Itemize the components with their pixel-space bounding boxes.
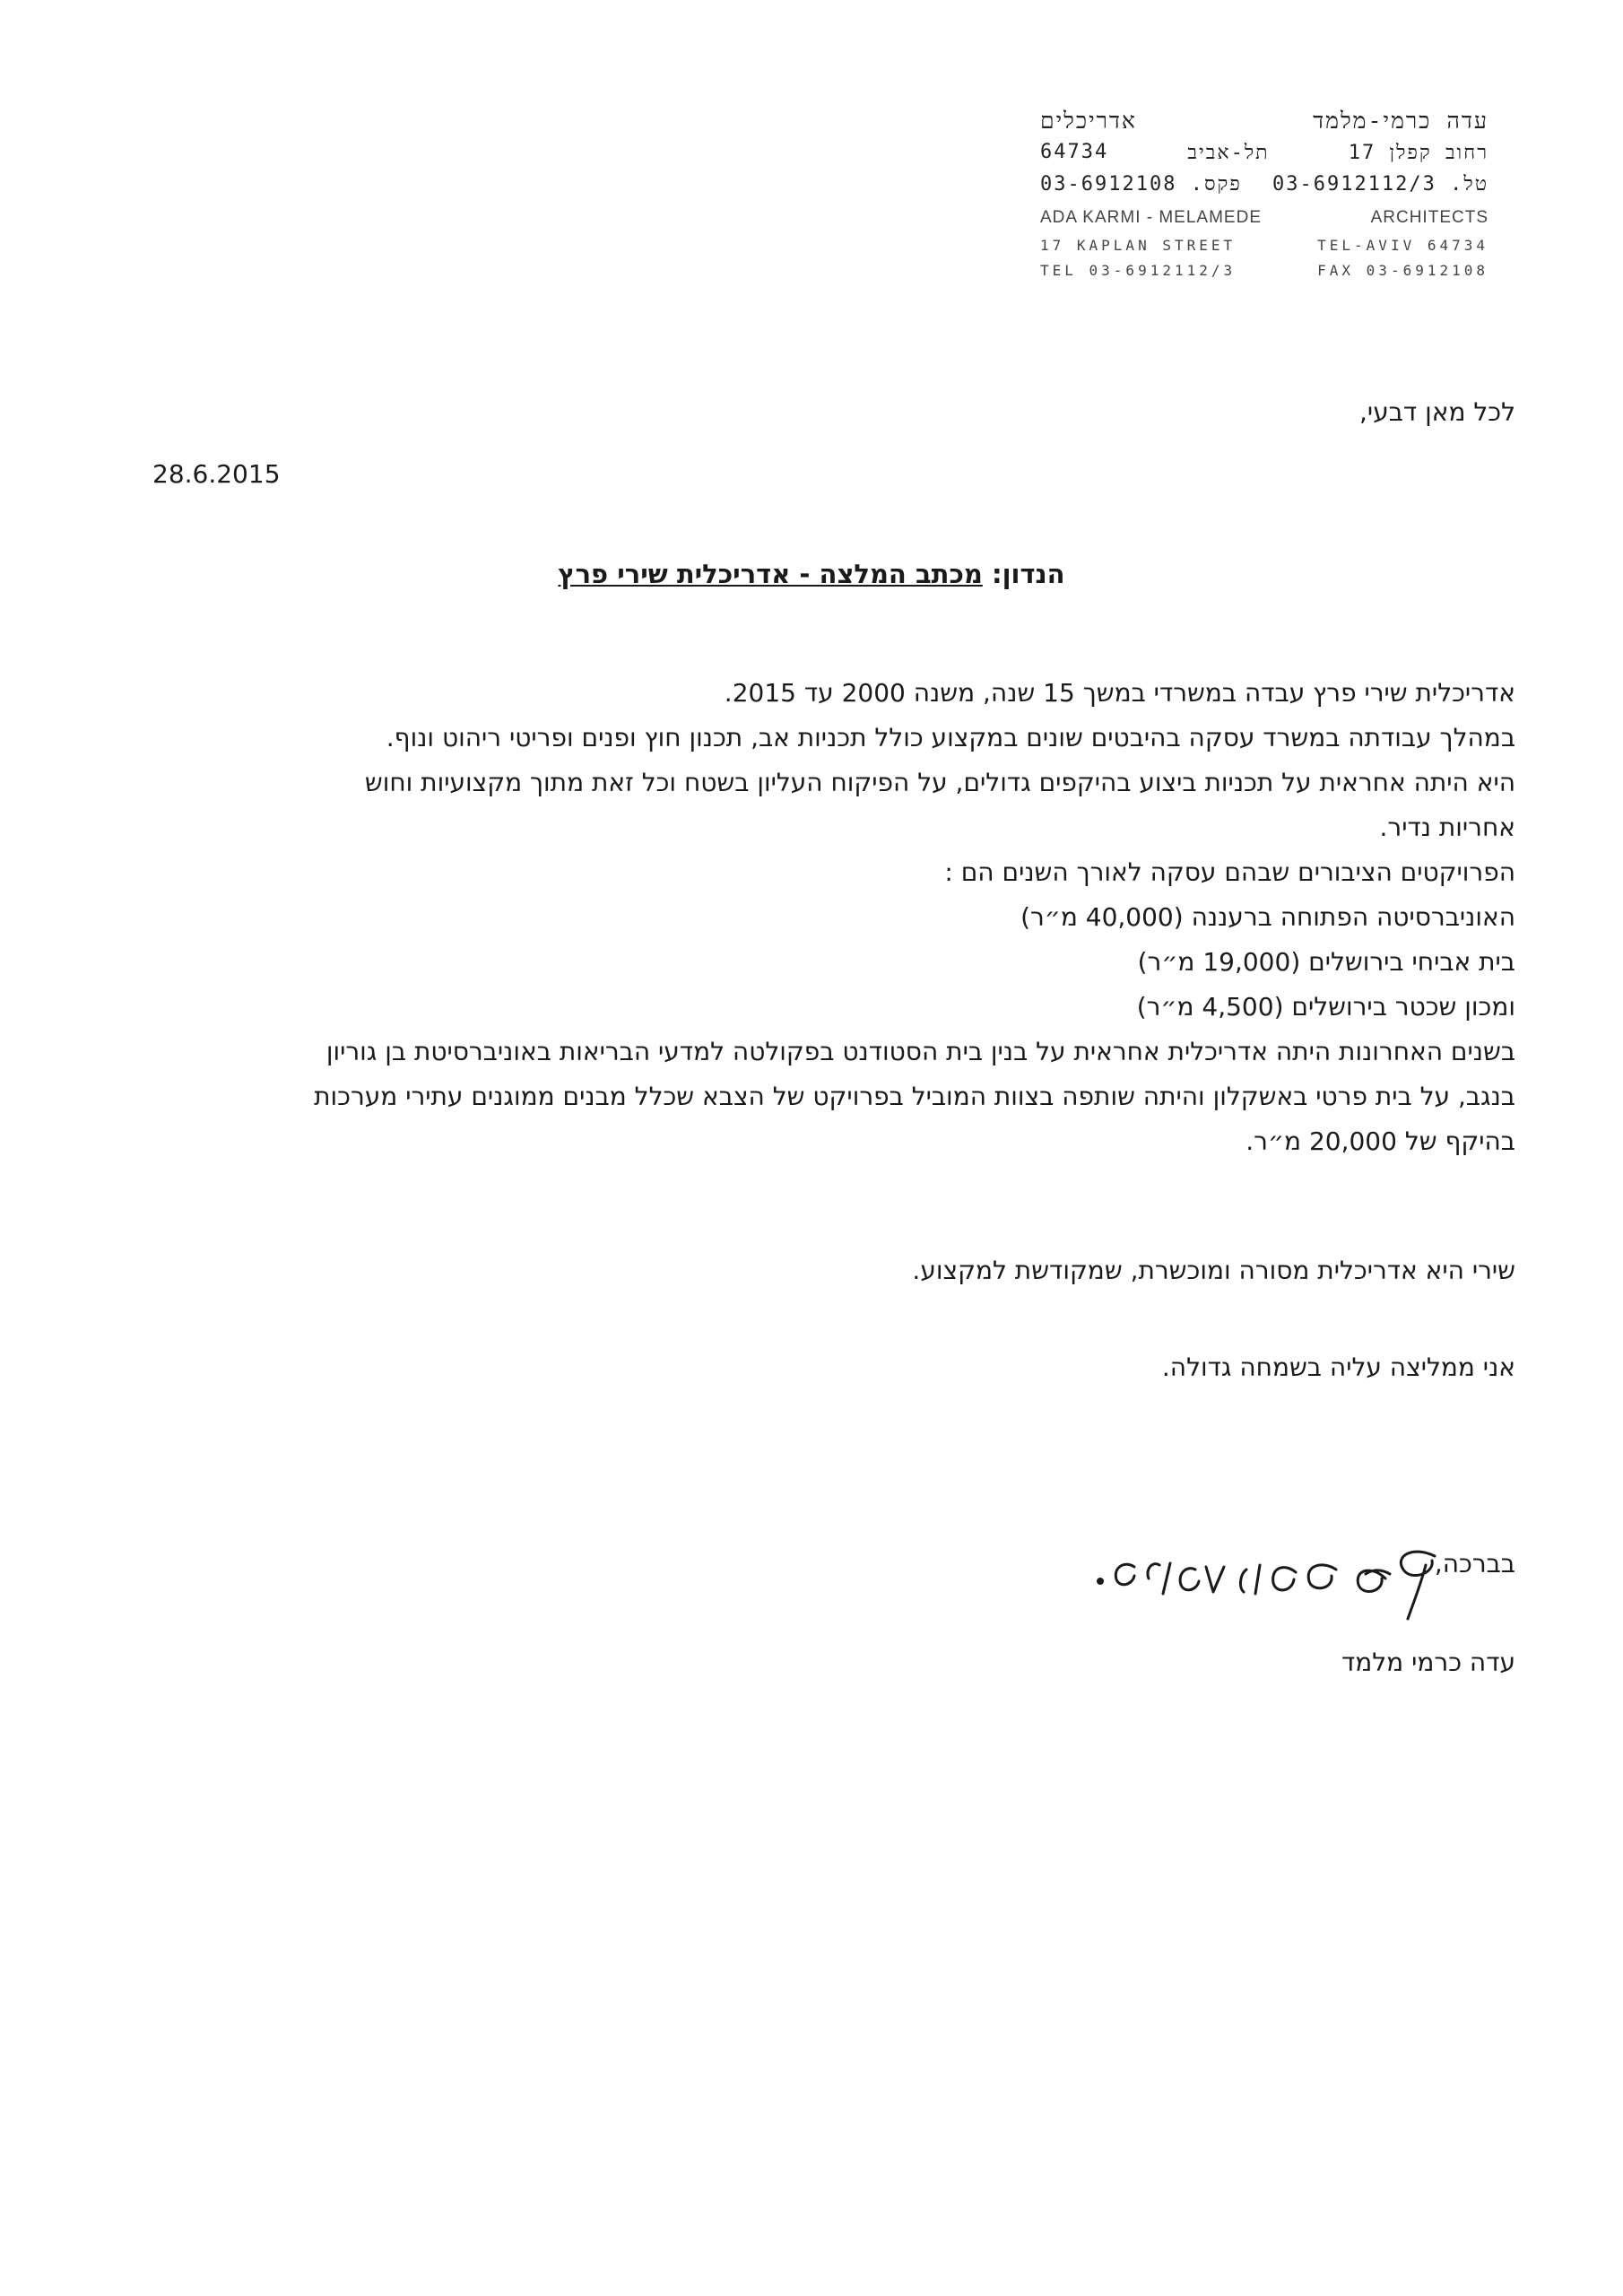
body-line-3: היא היתה אחראית על תכניות ביצוע בהיקפים גדולים, על הפיקוח העליון בשטח וכל זאת מתוך מקצועיות וחוש [364,768,1515,797]
body-line-5: הפרויקטים הציבורים שבהם עסקה לאורך השנים הם : [944,857,1515,887]
project-item-1: האוניברסיטה הפתוחה ברעננה (40,000 מ״ר) [1020,902,1515,932]
project-item-2: בית אביחי בירושלים (19,000 מ״ר) [1137,947,1515,977]
letterhead-fax-he: פקס. 03-6912108 [1040,173,1242,196]
subject-line [0,559,1623,589]
closing-salutation: בברכה, [1434,1549,1515,1578]
body-line-2: במהלך עבודתה במשרד עסקה בהיבטים שונים במקצוע כולל תכניות אב, תכנון חוץ ופנים ופריטי ריהוט ונוף. [386,723,1515,752]
letterhead-en-row-2 [1040,237,1488,254]
letterhead-city-en: TEL-AVIV 64734 [1317,237,1488,254]
body-line-9: בשנים האחרונות היתה אדריכלית אחראית על בנין בית הסטודנט בפקולטה למדעי הבריאות באוניברסיטת בן גוריון [325,1037,1515,1066]
body-line-10: בנגב, על בית פרטי באשקלון והיתה שותפה בצוות המוביל בפרויקט של הצבא שכלל מבנים ממוגנים עתירי מערכות [314,1082,1515,1111]
letterhead-profession-en: ARCHITECTS [1370,208,1488,227]
letter-body [117,671,1515,1164]
letter-paragraph-3: אני ממליצה עליה בשמחה גדולה. [1161,1352,1515,1382]
letterhead-profession-he: אדריכלים [1040,108,1137,134]
letterhead-hebrew [1040,108,1488,197]
letterhead-en-row-1 [1040,208,1488,228]
letterhead-phone-he: טל. 03-6912112/3 [1271,173,1488,196]
letterhead-street-en: 17 KAPLAN STREET [1040,237,1237,254]
project-item-3: ומכון שכטר בירושלים (4,500 מ״ר) [1136,992,1515,1022]
body-line-1: אדריכלית שירי פרץ עבדה במשרדי במשך 15 שנה, משנה 2000 עד 2015. [724,678,1515,708]
greeting: לכל מאן דבעי, [1359,397,1515,427]
letterhead-zip-he: 64734 [1040,141,1109,163]
letter-date: 28.6.2015 [152,459,281,489]
letterhead-he-row-3 [1040,172,1488,196]
letterhead-firm-name-he: עדה כרמי-מלמד [1313,108,1488,134]
letterhead-city-he: תל-אביב [1187,142,1270,164]
subject-label: הנדון: [991,559,1065,589]
letter-paragraph-2: שירי היא אדריכלית מסורה ומוכשרת, שמקודשת למקצוע. [912,1256,1515,1285]
letterhead-english [1040,208,1488,289]
letterhead-he-row-2 [1040,141,1488,164]
letterhead-fax-en: FAX 03-6912108 [1317,262,1488,279]
body-line-4: אחריות נדיר. [1379,813,1515,842]
handwritten-signature [1081,1529,1466,1628]
letterhead-firm-name-en: ADA KARMI - MELAMEDE [1040,208,1262,227]
letterhead-street-he: רחוב קפלן 17 [1348,142,1488,164]
letterhead-en-row-3 [1040,262,1488,279]
body-line-11: בהיקף של 20,000 מ״ר. [1245,1126,1515,1156]
letterhead-he-row-1 [1040,108,1488,135]
subject-text: מכתב המלצה - אדריכלית שירי פרץ [558,559,983,589]
signer-name: עדה כרמי מלמד [1341,1648,1515,1677]
letterhead-phone-en: TEL 03-6912112/3 [1040,262,1237,279]
